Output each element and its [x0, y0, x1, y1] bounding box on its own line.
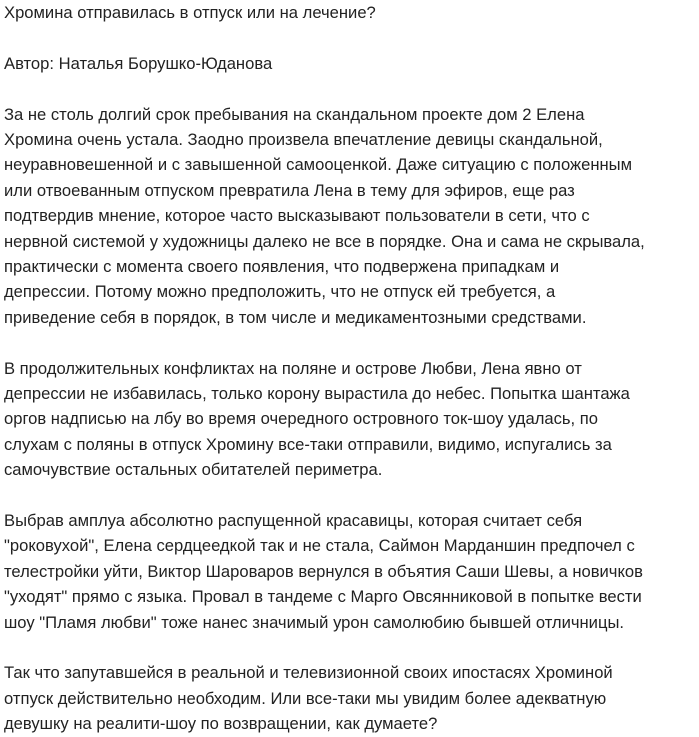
spacer: [4, 330, 699, 355]
spacer: [4, 483, 699, 508]
paragraph-line: телестройки уйти, Виктор Шароваров вернулся в объятия Саши Шевы, а новичков: [4, 561, 643, 581]
paragraph-line: "роковухой", Елена сердцеедкой так и не стала, Саймон Марданшин предпочел с: [4, 536, 635, 556]
paragraph-2: [4, 356, 699, 483]
paragraph-line: За не столь долгий срок пребывания на скандальном проекте дом 2 Елена: [4, 104, 585, 124]
paragraph-line: депрессии не избавилась, только корону вырастила до небес. Попытка шантажа: [4, 384, 630, 404]
paragraph-line: подтвердив мнение, которое часто высказывают пользователи в сети, что с: [4, 206, 590, 226]
paragraph-line: "уходят" прямо с языка. Провал в тандеме с Марго Овсянниковой в попытке вести: [4, 587, 642, 607]
paragraph-3: [4, 508, 699, 635]
article-author: Автор: Наталья Борушко-Юданова: [4, 53, 273, 73]
paragraph-line: слухам с поляны в отпуск Хромину все-таки отправили, видимо, испугались за: [4, 434, 612, 454]
paragraph-line: Выбрав амплуа абсолютно распущенной красавицы, которая считает себя: [4, 511, 583, 531]
article-title: Хромина отправилась в отпуск или на лечение?: [4, 3, 376, 22]
spacer: [4, 635, 699, 660]
paragraph-line: оргов надписью на лбу во время очередного островного ток-шоу удалась, по: [4, 409, 598, 429]
paragraph-line: неуравновешенной и с завышенной самооценкой. Даже ситуацию с положенным: [4, 155, 633, 175]
paragraph-line: шоу "Пламя любви" тоже нанес значимый урон самолюбию бывшей отличницы.: [4, 612, 624, 632]
paragraph-1: [4, 102, 699, 331]
paragraph-line: отпуск действительно необходим. Или все-таки мы увидим более адекватную: [4, 688, 607, 708]
paragraph-line: Хромина очень устала. Заодно произвела впечатление девицы скандальной,: [4, 130, 603, 149]
paragraph-line: практически с момента своего появления, что подвержена припадкам и: [4, 257, 560, 277]
paragraph-line: самочувствие остальных обитателей периметра.: [4, 460, 383, 480]
paragraph-line: В продолжительных конфликтах на поляне и острове Любви, Лена явно от: [4, 358, 582, 378]
paragraph-4: [4, 660, 699, 736]
paragraph-line: Так что запутавшейся в реальной и телевизионной своих ипостасях Хроминой: [4, 663, 613, 683]
paragraph-line: нервной системой у художницы далеко не все в порядке. Она и сама не скрывала,: [4, 231, 645, 251]
spacer: [4, 25, 699, 50]
paragraph-line: депрессии. Потому можно предположить, что не отпуск ей требуется, а: [4, 282, 556, 302]
spacer: [4, 76, 699, 101]
paragraph-line: или отвоеванным отпуском превратила Лена в тему для эфиров, еще раз: [4, 180, 575, 200]
paragraph-line: девушку на реалити-шоу по возвращении, как думаете?: [4, 714, 438, 734]
paragraph-line: приведение себя в порядок, в том числе и медикаментозными средствами.: [4, 307, 587, 327]
